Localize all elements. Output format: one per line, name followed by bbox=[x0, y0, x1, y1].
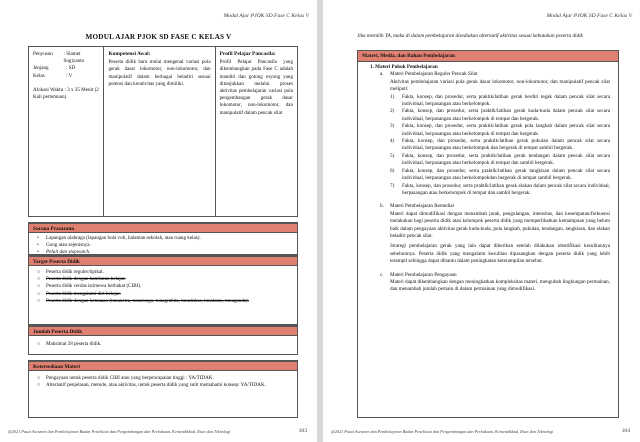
list-item: 2) Fakta, konsep, dan prosedur, serta praktik/latihan gerak kuda-kuda dalam pencak silat secara individual, berpasangan atau berkelompok di tempat dan bergerak. bbox=[390, 108, 610, 122]
list-item: ○ Maksimal 28 peserta didik. bbox=[37, 341, 102, 347]
paragraph: Materi dapat dimodifikasi dengan menambah jarak, pengulangan, intensitas, dan kesempatan/frekuensi melakukan bagi peserta didik atau kelompok peserta didik yang memperlihatkan kemampuan yang belum baik dalam pengayaan aktivitas gerak kuda-kuda, pola langkah, pukulan, tendangan, tangkisan, dan elakan beladiri pencak silat. bbox=[390, 210, 610, 239]
right-page bbox=[323, 0, 640, 442]
info-table bbox=[28, 46, 298, 217]
sarana-section bbox=[28, 222, 298, 255]
list-item: ○ Peserta didik dengan hambatan belajar. bbox=[37, 276, 126, 283]
identity-column bbox=[29, 47, 104, 216]
profil-text: Profil Pelajar Pancasila yang dikembangkan pada Fase C adalah mandiri dan gotong royong yang ditunjukkan melalui proses aktivitas pembelajaran variasi pola pengembangan gerak dasar lokomotor, non-lokomotor, dan manipulatif dalam pencak silat bbox=[219, 59, 293, 116]
list-item: 5) Fakta, konsep, dan prosedur, serta praktik/latihan gerak tendangan dalam pencak silat secara individual, berpasangan atau berkelompok di tempat dan sambil bergerak. bbox=[390, 152, 610, 167]
list-item: ○ Pengayaan untuk peserta didik CIBI atau yang berpencapaian tinggi : YA/TIDAK. bbox=[37, 375, 214, 381]
kompetensi-text: Peserta didik baru mulai mengenal variasi pola gerak dasar lokomotor, non-lokomotor, dan manipulatif dalam berbagai beladiri sesuai potensi dan kreativitas yang dimiliki. bbox=[108, 59, 211, 87]
list-item: • Gong atau sejenisnya. bbox=[37, 241, 91, 248]
kompetensi-heading: Kompetensi Awal: bbox=[108, 51, 151, 57]
list-item: 6) Fakta, konsep, dan prosedur, serta praktik/latihan gerak tangkisan dalam pencak silat secara individual, berpasangan atau berkelompokdan bergerak di tempat sambil bergerak. bbox=[390, 167, 610, 182]
list-item: ○ Peserta didik reguler/tipikal. bbox=[37, 269, 104, 275]
target-heading: Target Peserta Didik bbox=[29, 256, 297, 266]
materi-pokok-heading: 1. Materi Pokok Pembelajaran bbox=[370, 64, 438, 70]
page-number: 103 bbox=[298, 428, 307, 434]
materi-heading: Materi, Media, dan Bahan Pembelajaran bbox=[358, 51, 618, 62]
list-item: 7) Fakta, konsep, dan prosedur, serta praktik/latihan gerak elakan dalam pencak silat secara individual, berpasangan atau berkelompok di tempat dan sambil bergerak. bbox=[390, 182, 610, 196]
page-header: Modul Ajar PJOK SD Fase C Kelas V bbox=[223, 13, 309, 19]
list-item: 4) Fakta, konsep, dan prosedur, serta praktik/latihan gerak pukulan dalam pencak silat secara individual, berpasangan atau berkelompok dan bergerak di tempat sambil bergerak. bbox=[390, 138, 610, 152]
penyusun-row: Penyusun : Slamet Sugiyanto bbox=[33, 51, 85, 65]
list-item: ○ Peserta didik dengan ketunaan (tunanetra, tunarungu, tunagrahita, tunadaksa, tunalaras, tunaganda). bbox=[37, 297, 249, 304]
list-item: ○ Peserta didik mengalami diri belajar. bbox=[37, 290, 121, 297]
sarana-heading: Sarana Prasarana bbox=[29, 223, 297, 233]
target-section bbox=[28, 255, 298, 325]
page-header: Modul Ajar PJOK SD Fase C Kelas V bbox=[546, 13, 632, 19]
jenjang-row: Jenjang : SD bbox=[33, 65, 76, 72]
page-number: 104 bbox=[621, 428, 630, 434]
subsection-b: b. Materi Pembelajaran Remedial bbox=[380, 203, 454, 210]
kelas-row: Kelas : V bbox=[33, 72, 73, 79]
profil-heading: Profil Pelajar Pancasila: bbox=[219, 51, 276, 57]
jumlah-section bbox=[28, 325, 298, 355]
ketersediaan-section bbox=[28, 360, 298, 418]
list-item: 3) Fakta, konsep, dan prosedur, serta praktik/latihan gerak pola langkah dalam pencak silat secara individual, berpasangan atau berkelompok di tempat dan bergerak. bbox=[390, 123, 610, 137]
intro-note: Jika memilih YA, maka di dalam pembelajaran disediakan alternatif aktivitas sesuai kebutuhan peserta didik bbox=[357, 33, 583, 39]
paragraph: Strategi pembelajaran gerak yang lain dapat diberikan setelah dilakukan identifikasi kesulitannya sebelumnya. Peserta didik yang mengalami kesulitan dipasangkan dengan peserta didik yang lebih terampil sehingga dapat dibantu dalam peningkatan keterampilan tersebut. bbox=[390, 243, 610, 265]
list-item: • Peluit dan stopwatch. bbox=[37, 248, 91, 255]
subsection-c: c. Materi Pembelajaran Pengayaan bbox=[380, 271, 457, 278]
materi-section bbox=[357, 50, 619, 418]
alokasi-waktu: Alokasi Waktu : 3 x 35 Menit (2 Kali pertemuan). bbox=[33, 86, 99, 101]
page-footer: @2021 Pusat Asesmen dan Pembelajaran Badan Penelitian dan Pengembangan dan Perbukuan, Kemendikbud, Riset dan Teknologi bbox=[8, 429, 231, 434]
list-item: ○ Alternatif penjelasan, metode, atau aktivitas, untuk peserta didik yang sulit memahami konsep: YA/TIDAK. bbox=[37, 382, 266, 389]
module-title: MODUL AJAR PJOK SD FASE C KELAS V bbox=[85, 33, 232, 41]
list-item: • Lapangan olahraga (lapangan bola voli, halaman sekolah, atau ruang kelas). bbox=[37, 235, 201, 241]
paragraph: Aktivitas pembelajaran variasi pola gerak dasar lokomotor, non-lokomotor, dan manipulatif pencak silat meliputi: bbox=[390, 78, 610, 93]
list-item: 1) Fakta, konsep, dan prosedur, serta praktik/latihan gerak berdiri tegak dalam pencak silat secara individual, berpasangan atau berkelompok. bbox=[390, 93, 610, 108]
jumlah-heading: Jumlah Peserta Didik bbox=[29, 326, 297, 336]
paragraph: Materi dapat dikembangkan dengan meningkatkan kompleksitas materi, mengubah lingkungan permainan, dan menambah jumlah pemain di dalam permainan yang dimodifikasi. bbox=[390, 278, 610, 293]
list-item: ○ Peserta didik cerdas istimewa berbakat (CIBI). bbox=[37, 283, 142, 290]
left-page bbox=[0, 0, 317, 442]
page-footer: @2021 Pusat Asesmen dan Pembelajaran Badan Penelitian dan Pengembangan dan Perbukuan, Kemendikbud, Riset dan Teknologi bbox=[331, 429, 554, 434]
ketersediaan-heading: Ketersediaan Materi bbox=[29, 361, 297, 371]
subsection-a: a. Materi Pembelajaran Reguler Pencak Silat bbox=[380, 71, 478, 78]
profil-column bbox=[216, 47, 297, 216]
kompetensi-column bbox=[104, 47, 215, 216]
